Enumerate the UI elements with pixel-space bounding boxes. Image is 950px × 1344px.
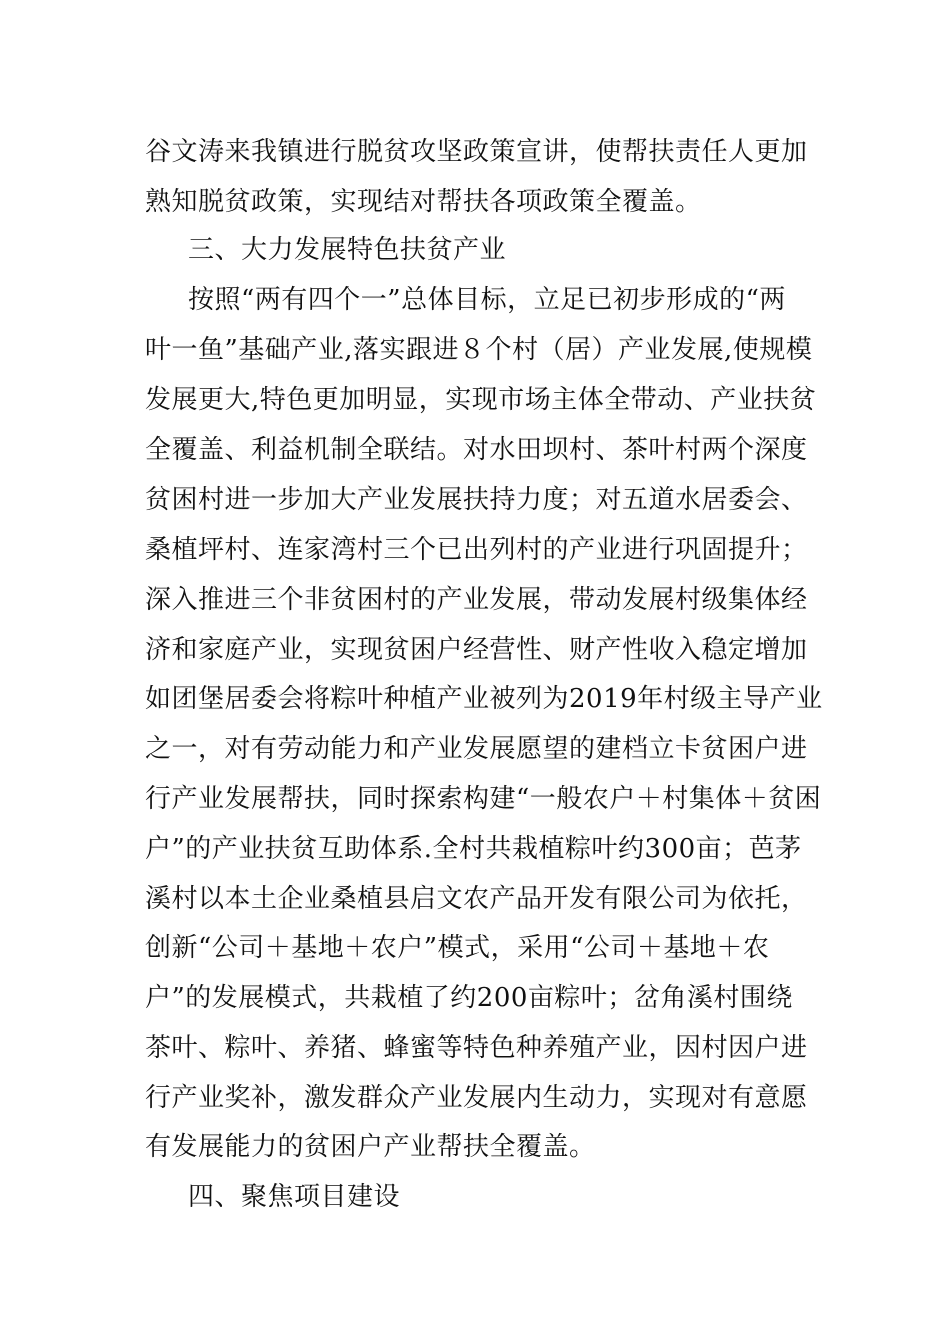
paragraph-line-8: 济和家庭产业，实现贫困户经营性、财产性收入稳定增加 [145, 635, 808, 665]
paragraph-line-1: 按照“两有四个一”总体目标，立足已初步形成的“两 [188, 285, 786, 315]
section-heading-3: 三、大力发展特色扶贫产业 [188, 235, 507, 265]
paragraph-line-10: 之一，对有劳动能力和产业发展愿望的建档立卡贫困户进 [145, 734, 808, 764]
paragraph-line-16: 茶叶、粽叶、养猪、蜂蜜等特色种养殖产业，因村因户进 [145, 1033, 808, 1063]
paragraph-line-17: 行产业奖补，激发群众产业发展内生动力，实现对有意愿 [145, 1083, 808, 1113]
text-line-2: 熟知脱贫政策，实现结对帮扶各项政策全覆盖。 [145, 187, 702, 217]
paragraph-line-9: 如团堡居委会将粽叶种植产业被列为2019年村级主导产业 [145, 684, 823, 714]
paragraph-line-11: 行产业发展帮扶，同时探索构建“一般农户＋村集体＋贫困 [145, 784, 822, 814]
paragraph-line-15: 户”的发展模式，共栽植了约200亩粽叶；岔角溪村围绕 [145, 983, 793, 1013]
paragraph-line-5: 贫困村进一步加大产业发展扶持力度；对五道水居委会、 [145, 485, 808, 515]
paragraph-line-6: 桑植坪村、连家湾村三个已出列村的产业进行巩固提升； [145, 535, 808, 565]
paragraph-line-14: 创新“公司＋基地＋农户”模式，采用“公司＋基地＋农 [145, 933, 770, 963]
paragraph-line-12: 户”的产业扶贫互助体系.全村共栽植粽叶约300亩；芭茅 [145, 834, 802, 864]
section-heading-4: 四、聚焦项目建设 [188, 1182, 401, 1212]
paragraph-line-7: 深入推进三个非贫困村的产业发展，带动发展村级集体经 [145, 585, 808, 615]
paragraph-line-4: 全覆盖、利益机制全联结。对水田坝村、茶叶村两个深度 [145, 435, 808, 465]
paragraph-line-13: 溪村以本土企业桑植县启文农产品开发有限公司为依托， [145, 884, 808, 914]
paragraph-line-2: 叶一鱼”基础产业,落实跟进８个村（居）产业发展,使规模 [145, 335, 813, 365]
text-line-1: 谷文涛来我镇进行脱贫攻坚政策宣讲，使帮扶责任人更加 [145, 137, 808, 167]
paragraph-line-18: 有发展能力的贫困户产业帮扶全覆盖。 [145, 1132, 596, 1162]
paragraph-line-3: 发展更大,特色更加明显，实现市场主体全带动、产业扶贫 [145, 385, 817, 415]
